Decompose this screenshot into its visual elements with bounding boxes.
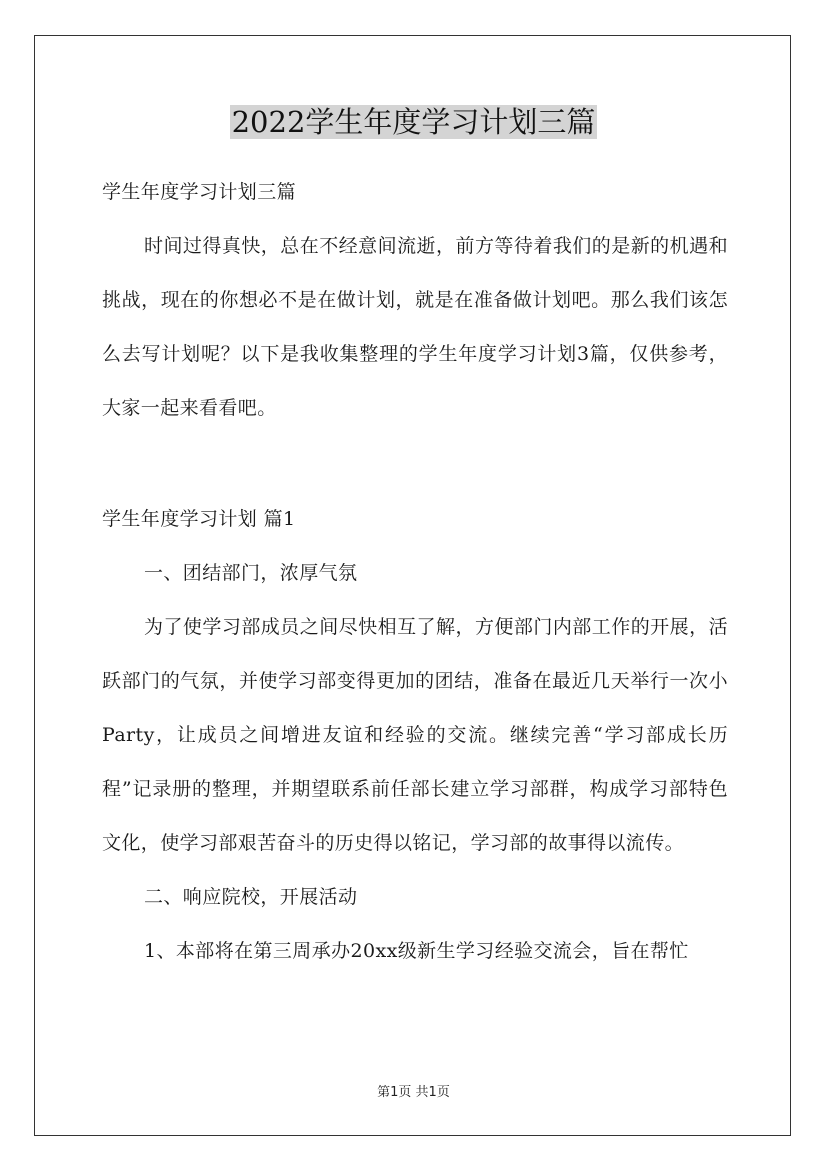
point-one-body: 为了使学习部成员之间尽快相互了解，方便部门内部工作的开展，活跃部门的气氛，并使学习部变得更加的团结，准备在最近几天举行一次小Party，让成员之间增进友谊和经验的交流。继续完善“学习部成长历程”记录册的整理，并期望联系前任部长建立学习部群，构成学习部特色文化，使学习部艰苦奋斗的历史得以铭记，学习部的故事得以流传。	[102, 616, 728, 854]
page-number: 第1页 共1页	[377, 1085, 450, 1100]
section-heading: 学生年度学习计划 篇1	[102, 508, 296, 530]
point-one-heading: 一、团结部门，浓厚气氛	[144, 562, 358, 584]
intro-block	[102, 219, 728, 435]
intro-paragraph: 时间过得真快，总在不经意间流逝，前方等待着我们的是新的机遇和挑战，现在的你想必不是在做计划，就是在准备做计划吧。那么我们该怎么去写计划呢？以下是我收集整理的学生年度学习计划3篇，仅供参考，大家一起来看看吧。	[102, 235, 728, 419]
document-title	[0, 100, 827, 144]
point-two-heading: 二、响应院校，开展活动	[144, 886, 358, 908]
page-footer	[0, 1083, 827, 1103]
document-subtitle: 学生年度学习计划三篇	[102, 181, 297, 203]
section-block	[102, 492, 728, 978]
point-two-item-one: 1、本部将在第三周承办20xx级新生学习经验交流会，旨在帮忙	[144, 940, 689, 962]
subtitle-block	[102, 165, 728, 219]
document-title-text: 2022学生年度学习计划三篇	[231, 105, 596, 139]
